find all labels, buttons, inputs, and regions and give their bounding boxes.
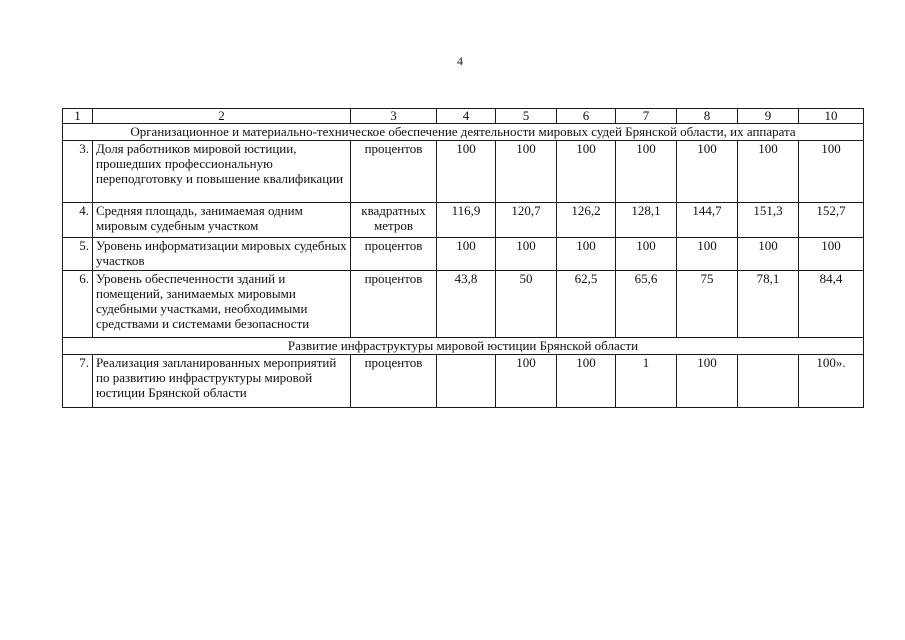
page-number: 4 xyxy=(457,54,463,68)
header-cell: 2 xyxy=(93,109,351,124)
unit-cell: процентов xyxy=(351,271,437,338)
value-cell: 100 xyxy=(496,355,557,408)
indicator-name: Реализация запланированных мероприятий по развитию инфраструктуры мировой юстиции Брянской области xyxy=(93,355,351,408)
value-cell: 120,7 xyxy=(496,203,557,238)
unit-cell: процентов xyxy=(351,238,437,271)
indicator-name: Средняя площадь, занимаемая одним мировым судебным участком xyxy=(93,203,351,238)
section-title: Организационное и материально-техническое обеспечение деятельности мировых судей Брянской области, их аппарата xyxy=(63,124,864,141)
value-cell: 100 xyxy=(799,238,864,271)
value-cell: 100». xyxy=(799,355,864,408)
indicator-name: Уровень информатизации мировых судебных участков xyxy=(93,238,351,271)
indicators-table xyxy=(62,108,864,408)
value-cell xyxy=(738,355,799,408)
value-cell: 128,1 xyxy=(616,203,677,238)
unit-cell: квадратных метров xyxy=(351,203,437,238)
header-cell: 10 xyxy=(799,109,864,124)
indicator-name: Уровень обеспеченности зданий и помещений, занимаемых мировыми судебными участками, необходимыми средствами и системами безопасности xyxy=(93,271,351,338)
value-cell: 43,8 xyxy=(437,271,496,338)
value-cell: 100 xyxy=(677,355,738,408)
value-cell: 84,4 xyxy=(799,271,864,338)
value-cell: 100 xyxy=(616,141,677,203)
header-cell: 8 xyxy=(677,109,738,124)
header-cell: 5 xyxy=(496,109,557,124)
table-row xyxy=(63,271,864,338)
value-cell xyxy=(437,355,496,408)
header-row xyxy=(63,109,864,124)
header-cell: 4 xyxy=(437,109,496,124)
row-number: 5. xyxy=(63,238,93,271)
table-row xyxy=(63,141,864,203)
value-cell: 100 xyxy=(557,238,616,271)
value-cell: 100 xyxy=(738,238,799,271)
unit-cell: процентов xyxy=(351,355,437,408)
value-cell: 116,9 xyxy=(437,203,496,238)
value-cell: 65,6 xyxy=(616,271,677,338)
value-cell: 100 xyxy=(557,355,616,408)
table-row xyxy=(63,203,864,238)
row-number: 4. xyxy=(63,203,93,238)
value-cell: 126,2 xyxy=(557,203,616,238)
section-title: Развитие инфраструктуры мировой юстиции Брянской области xyxy=(63,338,864,355)
table-row xyxy=(63,238,864,271)
value-cell: 100 xyxy=(496,141,557,203)
header-cell: 7 xyxy=(616,109,677,124)
table-row xyxy=(63,355,864,408)
row-number: 3. xyxy=(63,141,93,203)
indicator-name: Доля работников мировой юстиции, прошедших профессиональную переподготовку и повышение квалификации xyxy=(93,141,351,203)
value-cell: 1 xyxy=(616,355,677,408)
value-cell: 152,7 xyxy=(799,203,864,238)
header-cell: 1 xyxy=(63,109,93,124)
value-cell: 78,1 xyxy=(738,271,799,338)
value-cell: 100 xyxy=(496,238,557,271)
value-cell: 100 xyxy=(677,141,738,203)
value-cell: 100 xyxy=(616,238,677,271)
section-row xyxy=(63,338,864,355)
row-number: 7. xyxy=(63,355,93,408)
unit-cell: процентов xyxy=(351,141,437,203)
value-cell: 50 xyxy=(496,271,557,338)
value-cell: 100 xyxy=(557,141,616,203)
header-cell: 6 xyxy=(557,109,616,124)
row-number: 6. xyxy=(63,271,93,338)
value-cell: 100 xyxy=(437,141,496,203)
header-cell: 9 xyxy=(738,109,799,124)
value-cell: 144,7 xyxy=(677,203,738,238)
header-cell: 3 xyxy=(351,109,437,124)
value-cell: 100 xyxy=(799,141,864,203)
value-cell: 100 xyxy=(437,238,496,271)
value-cell: 75 xyxy=(677,271,738,338)
value-cell: 62,5 xyxy=(557,271,616,338)
value-cell: 100 xyxy=(738,141,799,203)
section-row xyxy=(63,124,864,141)
value-cell: 100 xyxy=(677,238,738,271)
value-cell: 151,3 xyxy=(738,203,799,238)
